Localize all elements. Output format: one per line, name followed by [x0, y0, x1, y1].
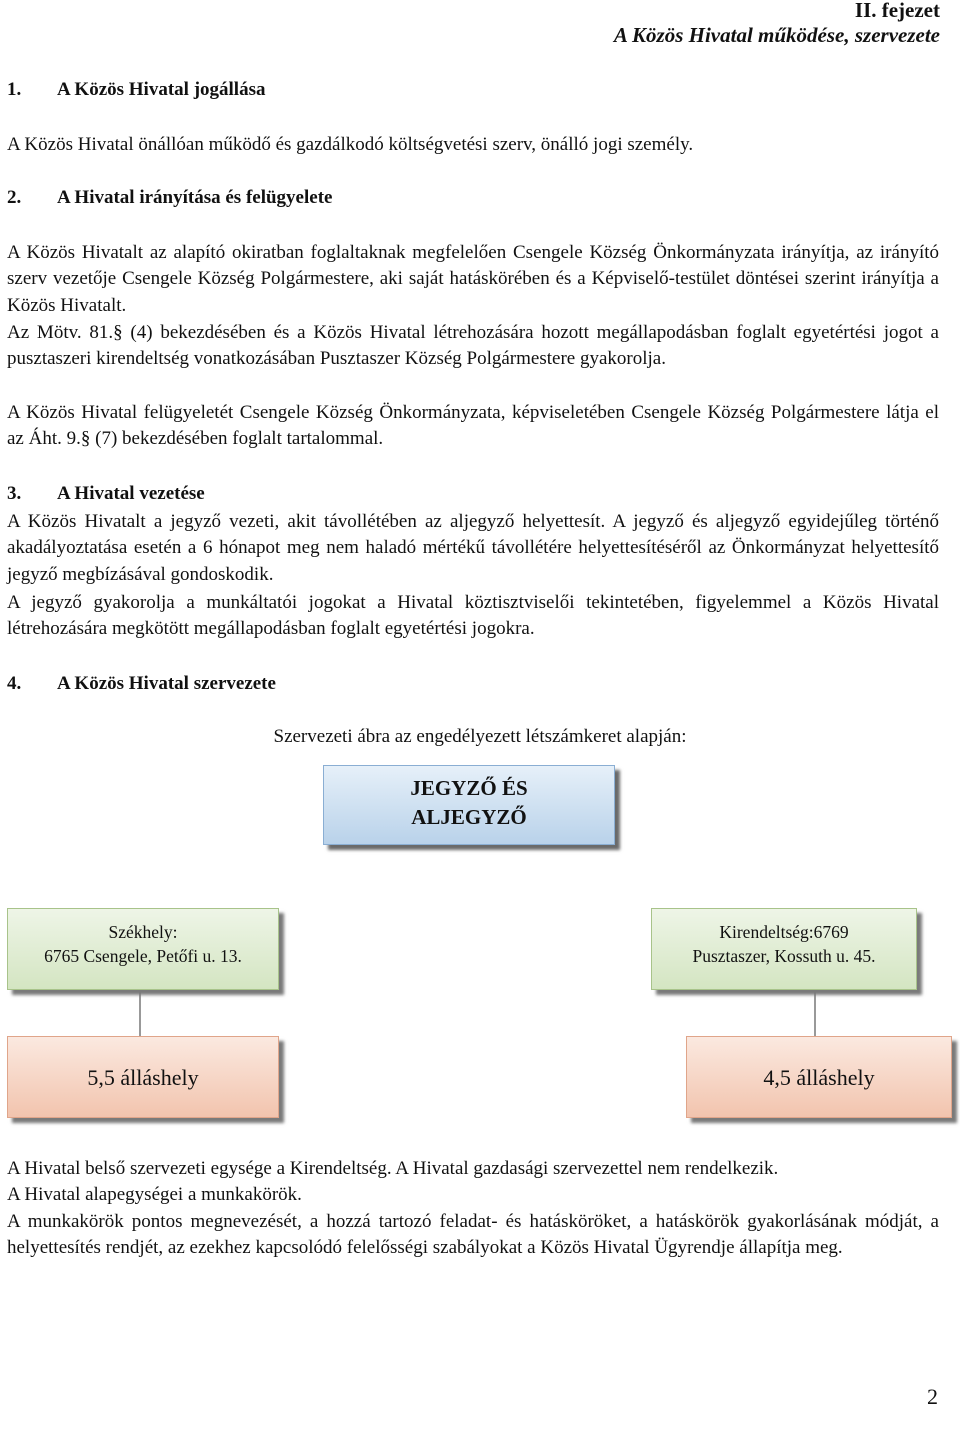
paragraph-management: A Közös Hivatalt a jegyző vezeti, akit távollétében az aljegyző helyettesít. A jegyző és aljegyző egyidejűleg történő akadályoztatása esetén a 6 hónapot meg nem haladó mértékű távollétére helyettesítéséről az Önkormányzat helyettesítő jegyző megbízásával gondoskodik.: [7, 511, 939, 585]
org-box-notary: [323, 765, 615, 845]
paragraph-supervision: A Közös Hivatal felügyeletét Csengele Község Önkormányzata, képviseletében Csengele Község Polgármestere látja el az Áht. 9.§ (7) bekezdésében foglalt tartalommal.: [7, 402, 939, 450]
chapter-title: A Közös Hivatal működése, szervezete: [613, 23, 940, 47]
org-box-headquarters-line2: 6765 Csengele, Petőfi u. 13.: [44, 946, 242, 966]
org-box-branch: [651, 908, 917, 990]
section-number: 2.: [7, 187, 22, 208]
paragraph-job-descriptions: A munkakörök pontos megnevezését, a hozzá tartozó feladat- és hatásköröket, a hatáskörök gyakorlásának módját, a helyettesítés rendjét, az ezekhez kapcsolódó felelősségi szabályokat a Közös Hivatal Ügyrendje állapítja meg.: [7, 1211, 939, 1259]
org-box-branch-line1: Kirendeltség:6769: [719, 922, 849, 942]
org-box-notary-line1: JEGYZŐ ÉS: [410, 776, 528, 800]
section-title: A Hivatal irányítása és felügyelete: [57, 187, 333, 208]
paragraph-basic-units: A Hivatal alapegységei a munkakörök.: [7, 1184, 302, 1205]
section-title: A Közös Hivatal szervezete: [57, 673, 276, 694]
page-number: 2: [927, 1384, 938, 1409]
paragraph-employer-rights: A jegyző gyakorolja a munkáltatói jogokat a Hivatal köztisztviselői tekintetében, figyelemmel a Közös Hivatal létrehozására megkötött megállapodásban foglalt egyetértési jogokra.: [7, 592, 939, 640]
section-title: A Közös Hivatal jogállása: [57, 79, 266, 100]
org-box-notary-line2: ALJEGYZŐ: [411, 805, 527, 829]
chapter-number: II. fejezet: [854, 0, 940, 22]
section-title: A Hivatal vezetése: [57, 483, 205, 504]
paragraph-internal-unit: A Hivatal belső szervezeti egysége a Kirendeltség. A Hivatal gazdasági szervezettel nem rendelkezik.: [7, 1158, 779, 1179]
paragraph-consent-right: Az Mötv. 81.§ (4) bekezdésében és a Közös Hivatal létrehozására hozott megállapodásban foglalt egyetértési jogot a pusztaszeri kirendeltség vonatkozásában Pusztaszer Község Polgármestere gyakorolja.: [7, 322, 939, 370]
org-chart-caption: Szervezeti ábra az engedélyezett létszámkeret alapján:: [273, 726, 687, 747]
section-number: 3.: [7, 483, 22, 504]
org-box-branch-staff: 4,5 álláshely: [686, 1036, 952, 1118]
paragraph-legal-status: A Közös Hivatal önállóan működő és gazdálkodó költségvetési szerv, önálló jogi személy.: [7, 134, 694, 155]
paragraph-direction: A Közös Hivatalt az alapító okiratban foglaltaknak megfelelően Csengele Község Önkormányzata irányítja, az irányító szerv vezetője Csengele Község Polgármestere, aki saját hatáskörében és a Képviselő-testület döntései szerint irányítja a Közös Hivatalt.: [7, 242, 939, 316]
section-number: 4.: [7, 673, 22, 694]
org-box-headquarters-staff: 5,5 álláshely: [7, 1036, 279, 1118]
section-number: 1.: [7, 79, 22, 100]
org-box-branch-line2: Pusztaszer, Kossuth u. 45.: [692, 946, 876, 966]
org-box-headquarters: [7, 908, 279, 990]
org-box-headquarters-line1: Székhely:: [108, 922, 178, 942]
